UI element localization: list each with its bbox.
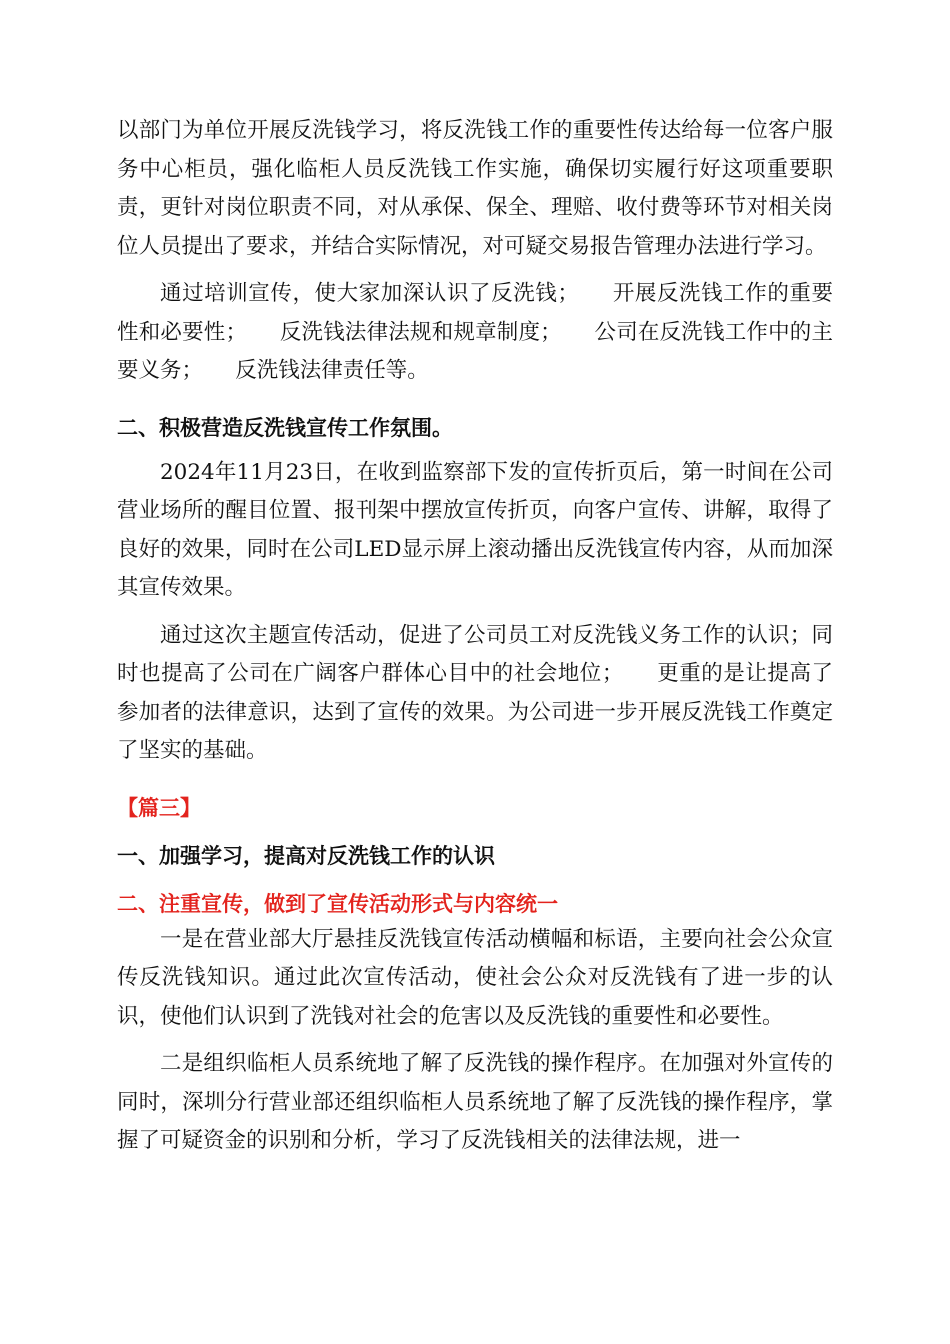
paragraph-training-effect: 通过培训宣传，使大家加深认识了反洗钱； 开展反洗钱工作的重要性和必要性； 反洗钱法律法规和规章制度； 公司在反洗钱工作中的主要义务； 反洗钱法律责任等。 <box>117 281 833 383</box>
paragraph-brochure: 2024年11月23日，在收到监察部下发的宣传折页后，第一时间在公司营业场所的醒目位置、报刊架中摆放宣传折页，向客户宣传、讲解，取得了良好的效果，同时在公司LED显示屏上滚动播出反洗钱宣传内容，从而加深其宣传效果。 <box>117 459 833 600</box>
paragraph-campaign-result: 通过这次主题宣传活动，促进了公司员工对反洗钱义务工作的认识；同时也提高了公司在广阔客户群体心目中的社会地位； 更重的是让提高了参加者的法律意识，达到了宣传的效果。为公司进一步开展反洗钱工作奠定了坚实的基础。 <box>117 622 833 763</box>
document-page <box>117 112 833 1161</box>
section-title-part-three: 【篇三】 <box>117 795 201 820</box>
heading-atmosphere: 二、积极营造反洗钱宣传工作氛围。 <box>117 415 453 440</box>
paragraph-procedure: 二是组织临柜人员系统地了解了反洗钱的操作程序。在加强对外宣传的同时，深圳分行营业部还组织临柜人员系统地了解了反洗钱的操作程序，掌握了可疑资金的识别和分析，学习了反洗钱相关的法律法规，进一 <box>117 1051 833 1153</box>
heading-strengthen-learning: 一、加强学习，提高对反洗钱工作的认识 <box>117 843 495 868</box>
paragraph-training: 以部门为单位开展反洗钱学习，将反洗钱工作的重要性传达给每一位客户服务中心柜员，强化临柜人员反洗钱工作实施，确保切实履行好这项重要职责，更针对岗位职责不同，对从承保、保全、理赔、收付费等环节对相关岗位人员提出了要求，并结合实际情况，对可疑交易报告管理办法进行学习。 <box>117 118 833 259</box>
heading-focus-publicity: 二、注重宣传，做到了宣传活动形式与内容统一 <box>117 891 558 916</box>
paragraph-banner: 一是在营业部大厅悬挂反洗钱宣传活动横幅和标语，主要向社会公众宣传反洗钱知识。通过此次宣传活动，使社会公众对反洗钱有了进一步的认识，使他们认识到了洗钱对社会的危害以及反洗钱的重要性和必要性。 <box>117 926 833 1029</box>
